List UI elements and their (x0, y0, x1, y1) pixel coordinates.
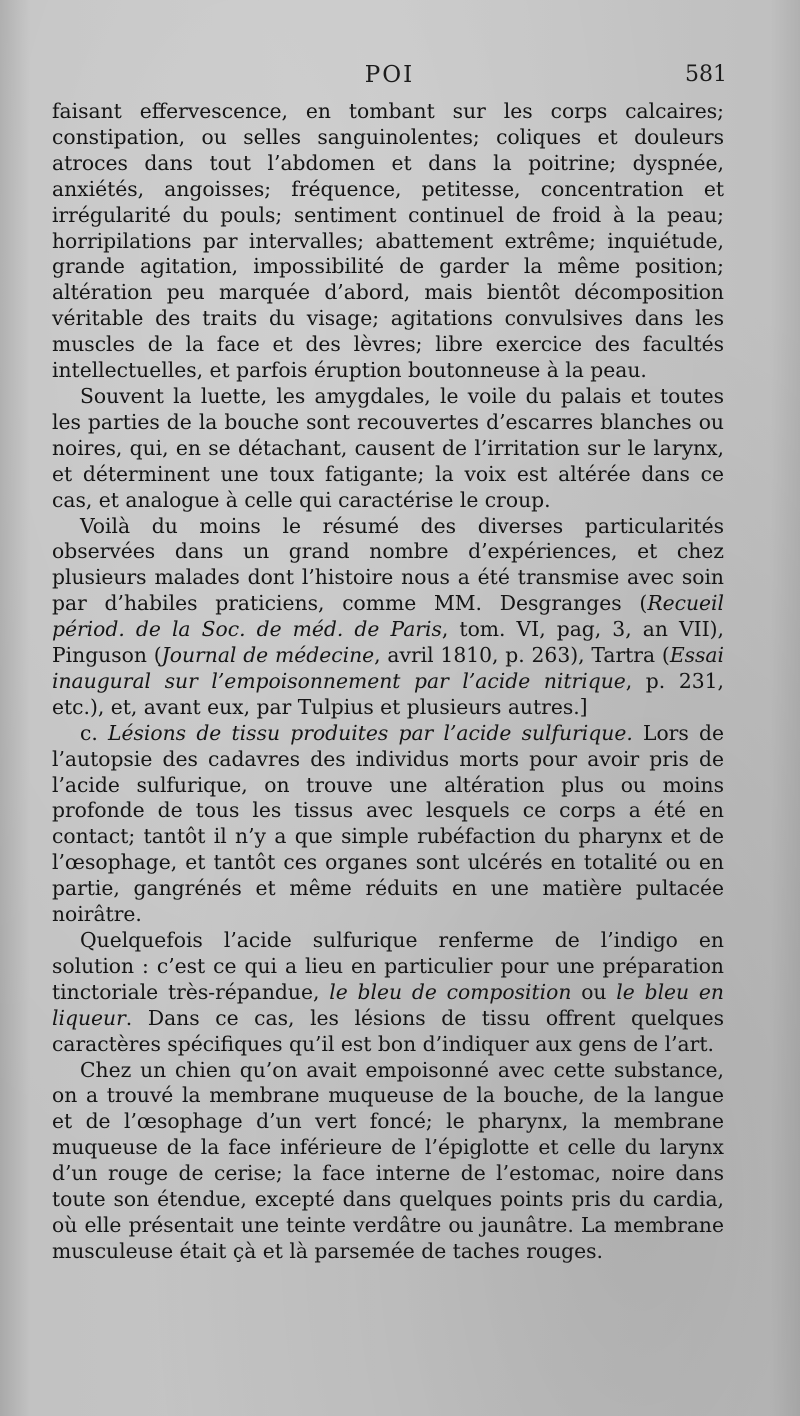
italic-run: Journal de médecine (161, 643, 375, 668)
text-run: c. (80, 720, 109, 745)
page-number: 581 (685, 62, 727, 87)
text-run: Voilà du moins le résumé des diverses particularités observées dans un grand nombre d’expériences, et chez plusieurs malades dont l’histoire nous a été transmise avec soin par d’habiles praticiens, comme MM. Desgranges ( (52, 513, 724, 616)
paragraph-lesions (52, 721, 724, 928)
paragraph-indigo (52, 928, 724, 1058)
text-run: faisant effervescence, en tombant sur les corps calcaires; constipation, ou selles sanguinolentes; coliques et douleurs atroces dans tout l’abdomen et dans la poitrine; dyspnée, anxiétés, angoisses; fréquence, petitesse, concentration et irrégularité du pouls; sentiment continuel de froid à la peau; horripilations par intervalles; abattement extrême; inquiétude, grande agitation, impossibilité de garder la même position; altération peu marquée d’abord, mais bientôt décomposition véritable des traits du visage; agitations convulsives dans les muscles de la face et des lèvres; libre exercice des facultés intellectuelles, et parfois éruption boutonneuse à la peau. (52, 99, 724, 383)
text-run: ou (571, 979, 617, 1004)
italic-run: le bleu de composition (329, 979, 572, 1004)
italic-run: Recueil périod. de la Soc. de méd. de Paris (52, 591, 724, 642)
running-head: POI (364, 62, 415, 88)
text-run: , avril 1810, p. 263), Tartra ( (374, 643, 670, 668)
paragraph-chien (52, 1058, 724, 1265)
italic-run: le bleu en liqueur (52, 979, 724, 1030)
paragraph-symptoms (52, 99, 724, 384)
text-run: , p. 231, etc.), et, avant eux, par Tulpius et plusieurs autres.] (52, 668, 724, 719)
page-header (52, 62, 727, 92)
paragraph-escarres (52, 384, 724, 514)
text-run: Souvent la luette, les amygdales, le voile du palais et toutes les parties de la bouche sont recouvertes d’escarres blanches ou noires, qui, en se détachant, causent de l’irritation sur le larynx, et déterminent une toux fatigante; la voix est altérée dans ce cas, et analogue à celle qui caractérise le croup. (52, 383, 724, 512)
paragraph-sources (52, 514, 724, 721)
text-run: Lors de l’autopsie des cadavres des individus morts pour avoir pris de l’acide sulfurique, on trouve une altération plus ou moins profonde de tous les tissus avec lesquels ce corps a été en contact; tantôt il n’y a que simple rubéfaction du pharynx et de l’œsophage, et tantôt ces organes sont ulcérés en totalité ou en partie, gangrénés et même réduits en une matière pultacée noirâtre. (52, 720, 724, 927)
text-run: Quelquefois l’acide sulfurique renferme de l’indigo en solution : c’est ce qui a lieu en particulier pour une préparation tinctoriale très-répandue, (52, 928, 724, 1004)
text-run: . Dans ce cas, les lésions de tissu offrent quelques caractères spécifiques qu’il est bon d’indiquer aux gens de l’art. (52, 1005, 724, 1056)
text-run: , tom. VI, pag, 3, an VII), Pinguson ( (52, 617, 724, 668)
italic-run: Lésions de tissu produites par l’acide sulfurique. (108, 720, 633, 745)
body-text (52, 99, 724, 1265)
text-run: Chez un chien qu’on avait empoisonné avec cette substance, on a trouvé la membrane muqueuse de la bouche, de la langue et de l’œsophage d’un vert foncé; le pharynx, la membrane muqueuse de la face inférieure de l’épiglotte et celle du larynx d’un rouge de cerise; la face interne de l’estomac, noire dans toute son étendue, excepté dans quelques points pris du cardia, où elle présentait une teinte verdâtre ou jaunâtre. La membrane musculeuse était çà et là parsemée de taches rouges. (52, 1057, 724, 1263)
italic-run: Essai inaugural sur l’empoisonnement par l’acide nitrique (52, 643, 725, 693)
